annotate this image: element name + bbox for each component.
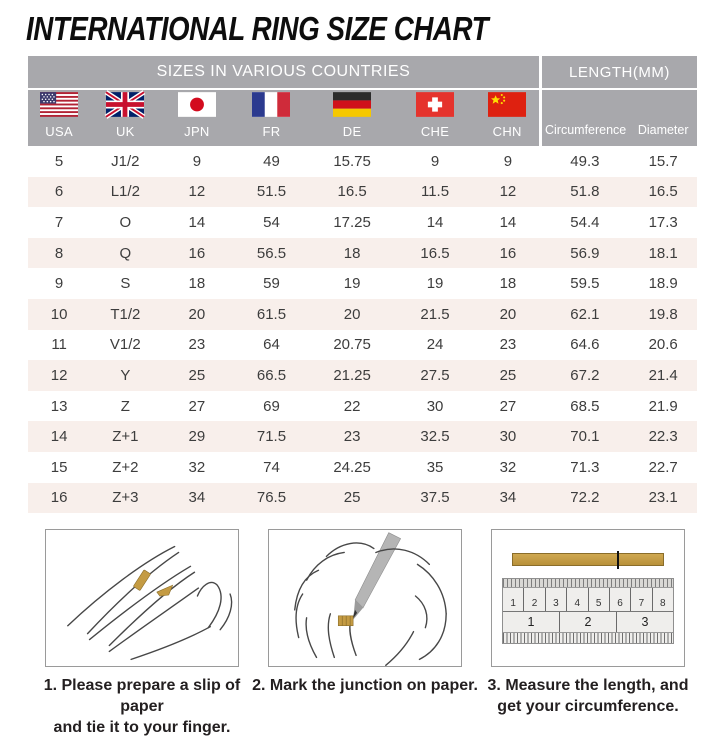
table-cell: 27.5: [395, 360, 476, 391]
table-cell: 64.6: [570, 336, 600, 354]
table-row: [28, 299, 697, 330]
instruction-caption-3: [473, 676, 703, 718]
table-cell: 22.3: [629, 421, 697, 452]
table-cell: 22.7: [648, 458, 678, 476]
table-cell: 21.9: [648, 397, 678, 415]
japan-flag-icon: [178, 92, 216, 117]
caption-line: get your circumference.: [497, 697, 679, 715]
table-cell: Z+3: [90, 483, 160, 514]
caption-line: 1. Please prepare a slip of paper: [43, 677, 241, 715]
table-cell: 32.5: [395, 421, 476, 452]
table-cell: 23.1: [629, 483, 697, 514]
table-cell: 11: [51, 336, 67, 354]
table-cell: 49: [263, 152, 280, 170]
table-cell: 11.5: [395, 177, 476, 208]
table-cell: 34: [160, 483, 233, 514]
column-header-jpn: [160, 89, 233, 146]
uk-flag-icon: [106, 92, 144, 117]
column-header-che: [395, 89, 476, 146]
table-cell: 21.4: [629, 360, 697, 391]
table-cell: 23: [499, 336, 517, 354]
table-cell: 76.5: [233, 483, 309, 514]
table-cell: 69: [263, 397, 280, 415]
table-cell: 51.5: [233, 177, 309, 208]
column-label-che: CHE: [420, 124, 450, 139]
column-header-circumference: [540, 89, 629, 146]
table-cell: 7: [54, 213, 64, 231]
table-cell: 15: [50, 458, 68, 476]
table-cell: 14: [188, 213, 206, 231]
column-header-usa: [28, 89, 90, 146]
table-cell: Z+2: [112, 458, 139, 476]
table-cell: 9: [54, 275, 64, 293]
table-cell: 51.8: [540, 177, 629, 208]
table-cell: 49.3: [570, 152, 600, 170]
table-row: [28, 177, 697, 208]
table-cell: 59: [263, 275, 280, 293]
table-cell: 59.5: [570, 275, 600, 293]
ruler-inch-number: 2: [560, 612, 617, 632]
table-cell: 12: [476, 177, 541, 208]
instructions-section: [0, 513, 720, 738]
column-header-chn: [476, 89, 541, 146]
table-cell: 29: [160, 421, 233, 452]
table-cell: 74: [263, 458, 280, 476]
table-cell: 71.5: [233, 421, 309, 452]
column-header-de: [310, 89, 395, 146]
table-cell: 18: [188, 275, 206, 293]
table-cell: 14: [499, 213, 517, 231]
paper-strip: [512, 553, 664, 566]
column-label-jpn: JPN: [184, 124, 210, 139]
table-cell: 56.5: [233, 238, 309, 269]
table-body: [28, 146, 697, 513]
table-cell: 16: [160, 238, 233, 269]
table-cell: O: [119, 213, 132, 231]
ruler-cm-number: 4: [566, 588, 587, 611]
table-cell: 25: [160, 360, 233, 391]
table-cell: 19: [343, 275, 361, 293]
column-label-circumference: Circumference: [544, 123, 627, 137]
table-cell: 25: [310, 483, 395, 514]
table-row: [28, 391, 697, 422]
ruler-cm-number: 1: [510, 597, 516, 609]
table-cell: 12: [160, 177, 233, 208]
group-header-row: [28, 56, 697, 89]
instruction-panel-2: [252, 529, 478, 738]
table-cell: 66.5: [233, 360, 309, 391]
table-row: [28, 238, 697, 269]
instruction-panel-1: [44, 529, 240, 738]
ruler-measurement-illustration: [491, 529, 685, 667]
china-flag-icon: [488, 92, 526, 117]
ruler-inch-numbers: [503, 611, 673, 632]
table-cell: T1/2: [90, 299, 160, 330]
table-row: [28, 330, 697, 361]
table-cell: 30: [476, 421, 541, 452]
table-cell: 12: [28, 360, 90, 391]
table-cell: 16.5: [395, 238, 476, 269]
table-cell: V1/2: [109, 336, 141, 354]
column-label-usa: USA: [45, 124, 73, 139]
table-row: [28, 483, 697, 514]
table-cell: 16.5: [310, 177, 395, 208]
column-label-fr: FR: [262, 124, 281, 139]
table-cell: 16.5: [629, 177, 697, 208]
table-cell: 27: [188, 397, 206, 415]
instruction-panel-3: [487, 529, 689, 738]
table-cell: Z+1: [90, 421, 160, 452]
table-cell: 17.25: [333, 213, 371, 231]
instruction-caption-1: [27, 676, 257, 738]
column-label-de: DE: [342, 124, 362, 139]
ruler-fine-ticks-bottom: [503, 632, 673, 643]
table-row: [28, 207, 697, 238]
table-cell: 9: [503, 152, 513, 170]
germany-flag-icon: [333, 92, 371, 117]
caption-line: 3. Measure the length, and: [487, 677, 689, 695]
table-cell: 9: [430, 152, 440, 170]
table-cell: 21.5: [395, 299, 476, 330]
table-cell: 21.25: [310, 360, 395, 391]
table-cell: 14: [426, 213, 444, 231]
table-cell: 67.2: [540, 360, 629, 391]
table-cell: 20: [160, 299, 233, 330]
table-cell: Y: [90, 360, 160, 391]
table-cell: 13: [50, 397, 68, 415]
table-cell: L1/2: [90, 177, 160, 208]
column-label-uk: UK: [115, 124, 135, 139]
ruler-inch-number: 3: [641, 614, 649, 629]
table-cell: 62.1: [540, 299, 629, 330]
switzerland-flag-icon: [416, 92, 454, 117]
table-cell: 16: [476, 238, 541, 269]
table-cell: 56.9: [540, 238, 629, 269]
table-row: [28, 421, 697, 452]
ruler-cm-number: 6: [609, 588, 630, 611]
table-cell: 18.1: [629, 238, 697, 269]
table-cell: 20.75: [333, 336, 371, 354]
table-cell: 10: [28, 299, 90, 330]
table-cell: 61.5: [233, 299, 309, 330]
table-cell: 5: [54, 152, 64, 170]
column-label-chn: CHN: [492, 124, 522, 139]
table-cell: 54: [263, 213, 280, 231]
table-cell: 16: [28, 483, 90, 514]
table-cell: 32: [188, 458, 206, 476]
ruler-cm-numbers: [503, 588, 673, 611]
table-cell: J1/2: [111, 152, 140, 170]
junction-mark: [617, 551, 619, 569]
table-cell: Q: [90, 238, 160, 269]
table-cell: Z: [120, 397, 130, 415]
column-label-diameter: Diameter: [637, 123, 689, 137]
table-cell: 20.6: [648, 336, 678, 354]
table-cell: S: [120, 275, 131, 293]
table-cell: 24.25: [333, 458, 371, 476]
table-cell: 70.1: [540, 421, 629, 452]
table-cell: 54.4: [570, 213, 600, 231]
table-row: [28, 146, 697, 177]
table-row: [28, 360, 697, 391]
table-cell: 30: [426, 397, 444, 415]
mark-junction-illustration: [268, 529, 462, 667]
ruler-inch-number: 1: [503, 612, 560, 632]
table-cell: 34: [476, 483, 541, 514]
table-cell: 27: [499, 397, 517, 415]
column-header-fr: [233, 89, 309, 146]
table-cell: 64: [263, 336, 280, 354]
caption-line: and tie it to your finger.: [53, 718, 231, 736]
group-header-length: LENGTH(MM): [540, 56, 697, 89]
table-cell: 17.3: [648, 213, 678, 231]
table-cell: 18: [310, 238, 395, 269]
group-header-countries: SIZES IN VARIOUS COUNTRIES: [28, 56, 540, 89]
table-cell: 15.7: [648, 152, 678, 170]
table-cell: 35: [426, 458, 444, 476]
table-cell: 9: [192, 152, 202, 170]
table-cell: 68.5: [570, 397, 600, 415]
ruler: [502, 578, 674, 644]
hand-with-paper-strip-illustration: [45, 529, 239, 667]
usa-flag-icon: [40, 92, 78, 117]
column-header-diameter: [629, 89, 697, 146]
column-header-uk: [90, 89, 160, 146]
table-cell: 8: [28, 238, 90, 269]
ruler-cm-number: 3: [545, 588, 566, 611]
ruler-cm-number: 5: [588, 588, 609, 611]
table-cell: 20: [476, 299, 541, 330]
table-cell: 23: [188, 336, 206, 354]
table-cell: 25: [476, 360, 541, 391]
table-cell: 18.9: [648, 275, 678, 293]
ruler-fine-ticks-top: [503, 579, 673, 588]
table-cell: 19.8: [629, 299, 697, 330]
france-flag-icon: [252, 92, 290, 117]
table-row: [28, 268, 697, 299]
page-title: INTERNATIONAL RING SIZE CHART: [26, 10, 489, 47]
table-row: [28, 452, 697, 483]
table-cell: 6: [28, 177, 90, 208]
table-cell: 71.3: [570, 458, 600, 476]
caption-line: 2. Mark the junction on paper.: [252, 677, 478, 695]
table-cell: 15.75: [333, 152, 371, 170]
ruler-cm-number: 8: [652, 588, 673, 611]
column-header-row: [28, 89, 697, 146]
ruler-cm-number: 2: [523, 588, 544, 611]
table-cell: 23: [310, 421, 395, 452]
ruler-cm-number: 7: [630, 588, 651, 611]
ring-size-table: [28, 56, 697, 513]
table-cell: 24: [426, 336, 444, 354]
instruction-caption-2: [250, 676, 480, 697]
table-cell: 37.5: [395, 483, 476, 514]
table-cell: 19: [426, 275, 444, 293]
table-cell: 32: [499, 458, 517, 476]
table-cell: 22: [343, 397, 361, 415]
table-cell: 14: [28, 421, 90, 452]
table-cell: 18: [499, 275, 517, 293]
table-cell: 20: [310, 299, 395, 330]
table-cell: 72.2: [540, 483, 629, 514]
